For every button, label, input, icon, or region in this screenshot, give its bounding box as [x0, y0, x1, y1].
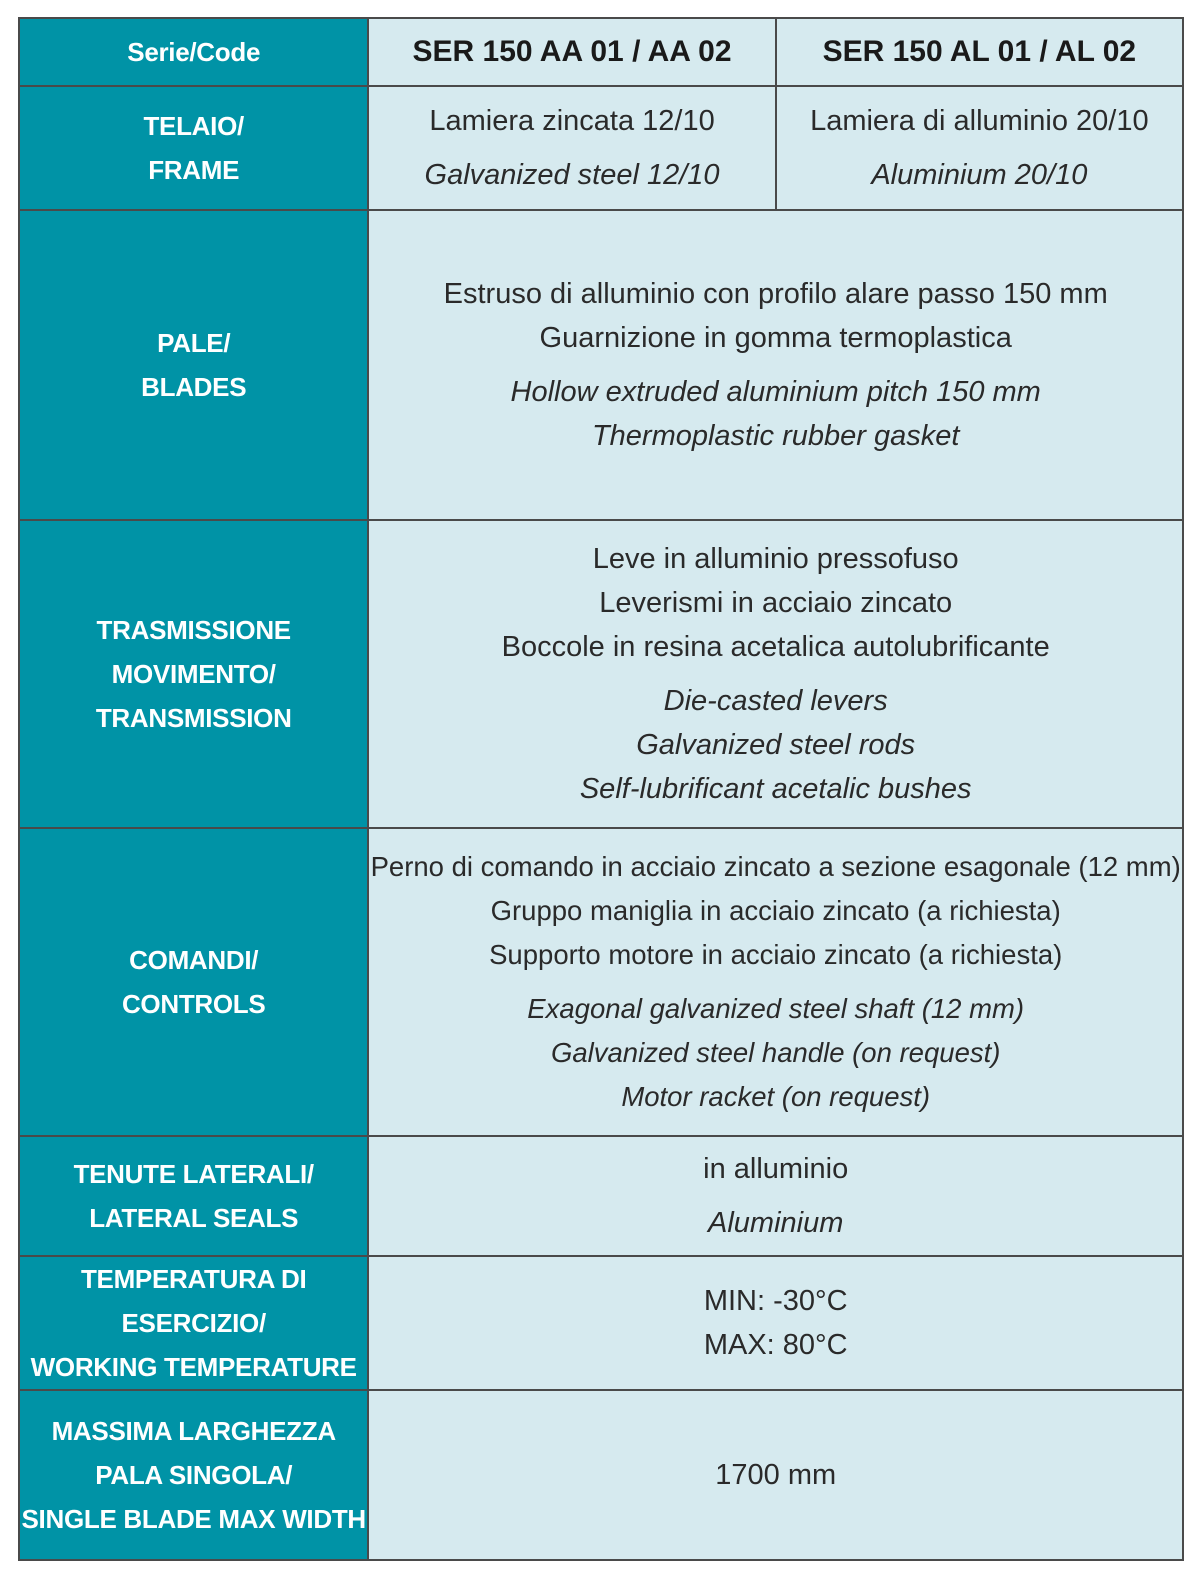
temperature-min: MIN: -30°C [703, 1285, 848, 1317]
blades-value [368, 210, 1183, 520]
max-width-label-line: PALA SINGOLA/ [95, 1460, 293, 1490]
blades-label [19, 210, 368, 520]
frame-row [19, 86, 1183, 210]
max-width-value: 1700 mm [368, 1390, 1183, 1560]
controls-value [368, 828, 1183, 1136]
blades-it-line: Guarnizione in gomma termoplastica [539, 322, 1012, 354]
transmission-label-line: TRANSMISSION [95, 703, 292, 733]
header-col2: SER 150 AL 01 / AL 02 [776, 18, 1183, 86]
blades-row [19, 210, 1183, 520]
max-width-label-line: MASSIMA LARGHEZZA [51, 1416, 336, 1446]
controls-en-line: Motor racket (on request) [621, 1081, 931, 1112]
max-width-label-line: SINGLE BLADE MAX WIDTH [21, 1504, 366, 1534]
header-col1: SER 150 AA 01 / AA 02 [368, 18, 775, 86]
controls-en-line: Galvanized steel handle (on request) [550, 1037, 1001, 1068]
controls-it-line: Gruppo maniglia in acciaio zincato (a richiesta) [490, 895, 1061, 926]
transmission-en-line: Die-casted levers [663, 685, 888, 717]
seals-row [19, 1136, 1183, 1256]
frame-col1-it: Lamiera zincata 12/10 [429, 105, 715, 137]
transmission-en-line: Galvanized steel rods [636, 729, 916, 761]
temperature-label [19, 1256, 368, 1390]
temperature-row [19, 1256, 1183, 1390]
transmission-en-line: Self-lubrificant acetalic bushes [579, 773, 972, 805]
temperature-max: MAX: 80°C [703, 1329, 848, 1361]
seals-value [368, 1136, 1183, 1256]
blades-it-line: Estruso di alluminio con profilo alare passo 150 mm [443, 278, 1108, 310]
transmission-it-line: Boccole in resina acetalica autolubrificante [501, 631, 1050, 663]
transmission-value [368, 520, 1183, 828]
frame-col2 [776, 86, 1183, 210]
controls-label-line: COMANDI/ [129, 945, 259, 975]
max-width-label [19, 1390, 368, 1560]
blades-label-line: PALE/ [157, 328, 231, 358]
temperature-value [368, 1256, 1183, 1390]
controls-it-line: Perno di comando in acciaio zincato a sezione esagonale (12 mm) [370, 851, 1181, 882]
seals-it: in alluminio [703, 1153, 849, 1185]
controls-row [19, 828, 1183, 1136]
controls-en-line: Exagonal galvanized steel shaft (12 mm) [527, 993, 1025, 1024]
transmission-row [19, 520, 1183, 828]
transmission-label-line: TRASMISSIONE MOVIMENTO/ [96, 615, 291, 689]
transmission-it-line: Leverismi in acciaio zincato [599, 587, 953, 619]
temperature-label-line: TEMPERATURA DI ESERCIZIO/ [80, 1264, 307, 1338]
frame-col2-en: Aluminium 20/10 [871, 159, 1088, 191]
seals-label-line: LATERAL SEALS [89, 1203, 299, 1233]
controls-label-line: CONTROLS [121, 989, 266, 1019]
seals-label-line: TENUTE LATERALI/ [73, 1159, 314, 1189]
frame-label-line: FRAME [148, 155, 240, 185]
seals-label [19, 1136, 368, 1256]
seals-en: Aluminium [708, 1207, 844, 1239]
controls-label [19, 828, 368, 1136]
frame-col2-it: Lamiera di alluminio 20/10 [810, 105, 1149, 137]
blades-label-line: BLADES [141, 372, 247, 402]
transmission-it-line: Leve in alluminio pressofuso [592, 543, 959, 575]
controls-it-line: Supporto motore in acciaio zincato (a richiesta) [489, 939, 1063, 970]
blades-en-line: Thermoplastic rubber gasket [591, 420, 960, 452]
frame-label [19, 86, 368, 210]
max-width-row [19, 1390, 1183, 1560]
header-row [19, 18, 1183, 86]
temperature-label-line: WORKING TEMPERATURE [30, 1352, 357, 1382]
transmission-label [19, 520, 368, 828]
frame-col1-en: Galvanized steel 12/10 [424, 159, 720, 191]
header-label: Serie/Code [19, 18, 368, 86]
blades-en-line: Hollow extruded aluminium pitch 150 mm [510, 376, 1041, 408]
spec-table [18, 17, 1184, 1561]
frame-col1 [368, 86, 775, 210]
frame-label-line: TELAIO/ [143, 111, 244, 141]
